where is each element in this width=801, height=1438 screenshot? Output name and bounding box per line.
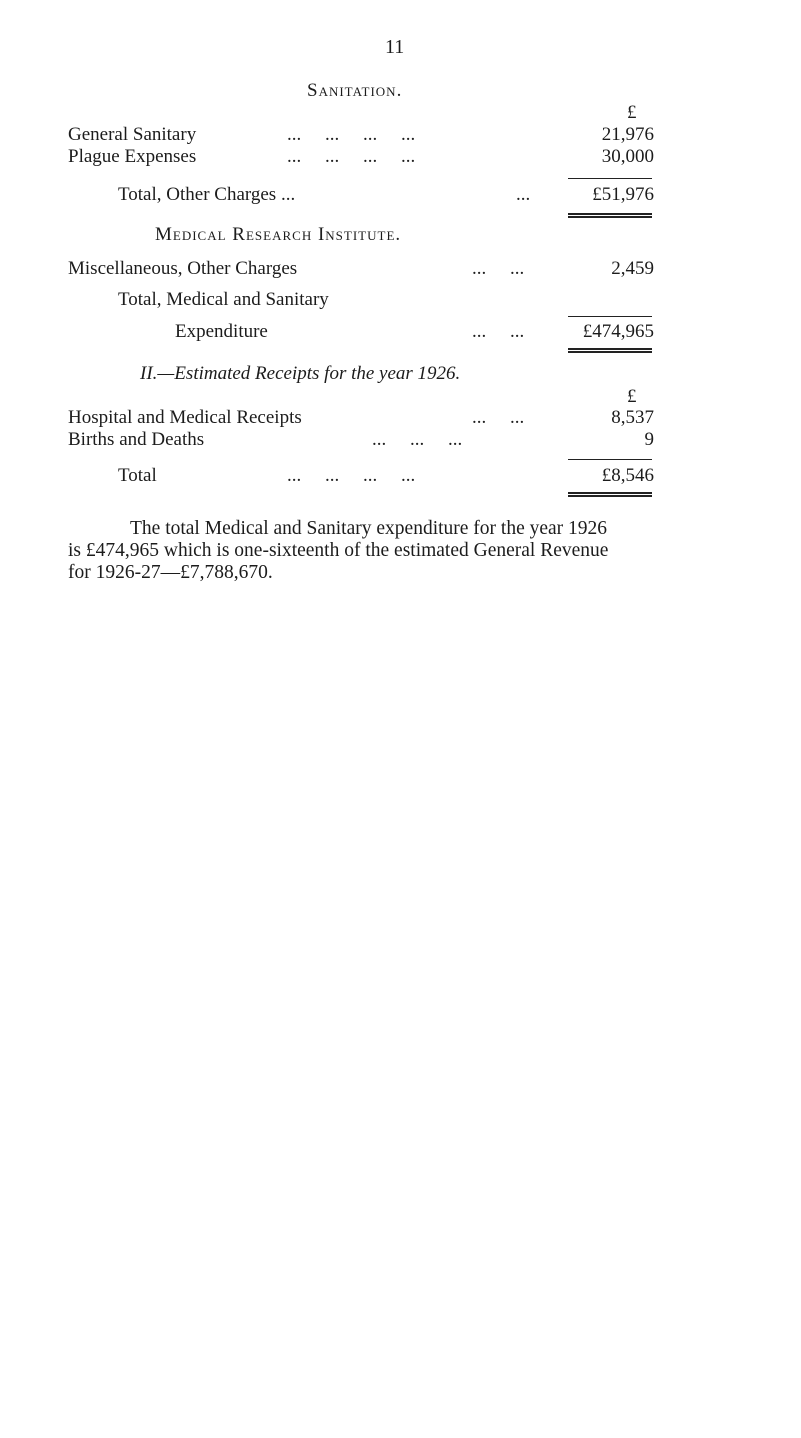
row-value-births-deaths: 9 [644, 429, 654, 450]
row-label-hospital-receipts: Hospital and Medical Receipts [68, 407, 302, 428]
total-value-expenditure: £474,965 [582, 321, 654, 342]
section-heading-sanitation: Sanitation. [307, 80, 403, 101]
currency-header: £ [627, 102, 637, 123]
total-value-receipts: £8,546 [601, 465, 654, 486]
section-heading-medical-research: Medical Research Institute. [155, 224, 402, 245]
summary-line-1: The total Medical and Sanitary expenditure for the year 1926 [130, 518, 608, 539]
total-label-receipts: Total [118, 465, 157, 486]
total-double-rule [568, 213, 652, 218]
leader-dots: ... ... [472, 407, 525, 428]
leader-dots: ... [516, 184, 531, 205]
total-label-other-charges: Total, Other Charges ... [118, 184, 296, 205]
total-double-rule [568, 348, 652, 353]
row-value-hospital-receipts: 8,537 [611, 407, 654, 428]
leader-dots: ... ... ... ... [287, 465, 416, 486]
page-number: 11 [385, 36, 405, 58]
row-label-miscellaneous: Miscellaneous, Other Charges [68, 258, 298, 279]
currency-header: £ [627, 386, 637, 407]
subtotal-rule [568, 178, 652, 179]
receipts-heading-prefix: II.— [140, 363, 175, 384]
subtotal-rule [568, 316, 652, 317]
total-label-expenditure: Expenditure [175, 321, 268, 342]
row-label-general-sanitary: General Sanitary [68, 124, 197, 145]
row-label-births-deaths: Births and Deaths [68, 429, 205, 450]
receipts-heading [140, 363, 460, 385]
summary-line-3: for 1926-27—£7,788,670. [68, 562, 273, 583]
leader-dots: ... ... ... [372, 429, 463, 450]
row-value-general-sanitary: 21,976 [601, 124, 654, 145]
row-value-miscellaneous: 2,459 [611, 258, 654, 279]
leader-dots: ... ... [472, 321, 525, 342]
leader-dots: ... ... ... ... [287, 146, 416, 167]
summary-line-2: is £474,965 which is one-sixteenth of the estimated General Revenue [68, 540, 609, 561]
row-value-plague-expenses: 30,000 [601, 146, 654, 167]
total-double-rule [568, 492, 652, 497]
subtotal-rule [568, 459, 652, 460]
total-label-medical-sanitary: Total, Medical and Sanitary [118, 289, 329, 310]
leader-dots: ... ... ... ... [287, 124, 416, 145]
receipts-heading-title: Estimated Receipts for the year 1926. [174, 363, 461, 384]
leader-dots: ... ... [472, 258, 525, 279]
total-value-other-charges: £51,976 [592, 184, 654, 205]
row-label-plague-expenses: Plague Expenses [68, 146, 197, 167]
